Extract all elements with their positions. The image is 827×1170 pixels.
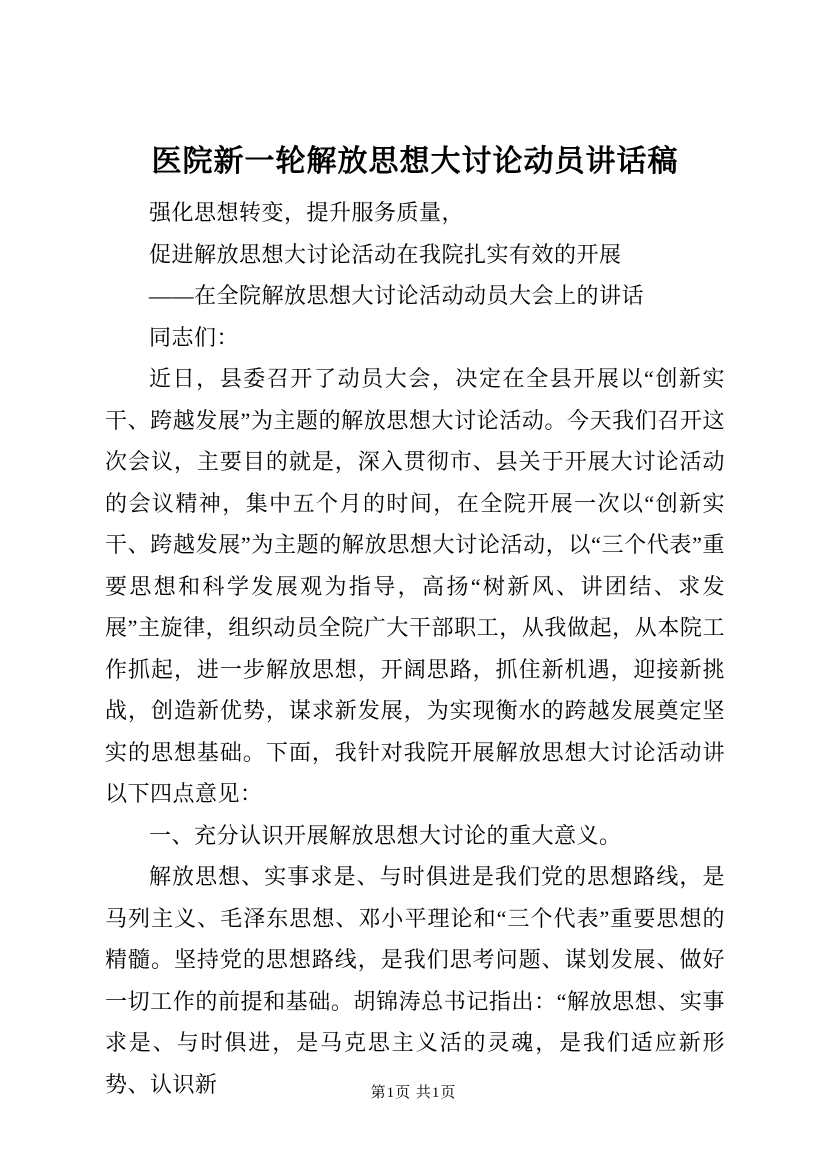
paragraph: 一、充分认识开展解放思想大讨论的重大意义。	[149, 822, 622, 848]
paragraph: 解放思想、实事求是、与时俱进是我们党的思想路线，是马列主义、毛泽东思想、邓小平理论和“三个代表”重要思想的精髓。坚持党的思想路线，是我们思考问题、谋划发展、做好一切工作的前提和基础。胡锦涛总书记指出：“解放思想、实事求是、与时俱进，是马克思主义活的灵魂，是我们适应新形势、认识新	[105, 864, 726, 1097]
paragraph: 强化思想转变，提升服务质量，	[149, 200, 465, 225]
document-body	[105, 192, 725, 1105]
page-footer: 第1页 共1页	[370, 1085, 457, 1101]
paragraph: ——在全院解放思想大讨论活动动员大会上的讲话	[149, 283, 645, 308]
paragraph: 同志们：	[149, 324, 240, 350]
document-title: 医院新一轮解放思想大讨论动员讲话稿	[151, 145, 679, 178]
paragraph: 近日，县委召开了动员大会，决定在全县开展以“创新实干、跨越发展”为主题的解放思想大讨论活动。今天我们召开这次会议，主要目的就是，深入贯彻市、县关于开展大讨论活动的会议精神，集中五个月的时间，在全院开展一次以“创新实干、跨越发展”为主题的解放思想大讨论活动，以“三个代表”重要思想和科学发展观为指导，高扬“树新风、讲团结、求发展”主旋律，组织动员全院广大干部职工，从我做起，从本院工作抓起，进一步解放思想，开阔思路，抓住新机遇，迎接新挑战，创造新优势，谋求新发展，为实现衡水的跨越发展奠定坚实的思想基础。下面，我针对我院开展解放思想大讨论活动讲以下四点意见：	[105, 366, 725, 806]
paragraph: 促进解放思想大讨论活动在我院扎实有效的开展	[149, 241, 622, 267]
